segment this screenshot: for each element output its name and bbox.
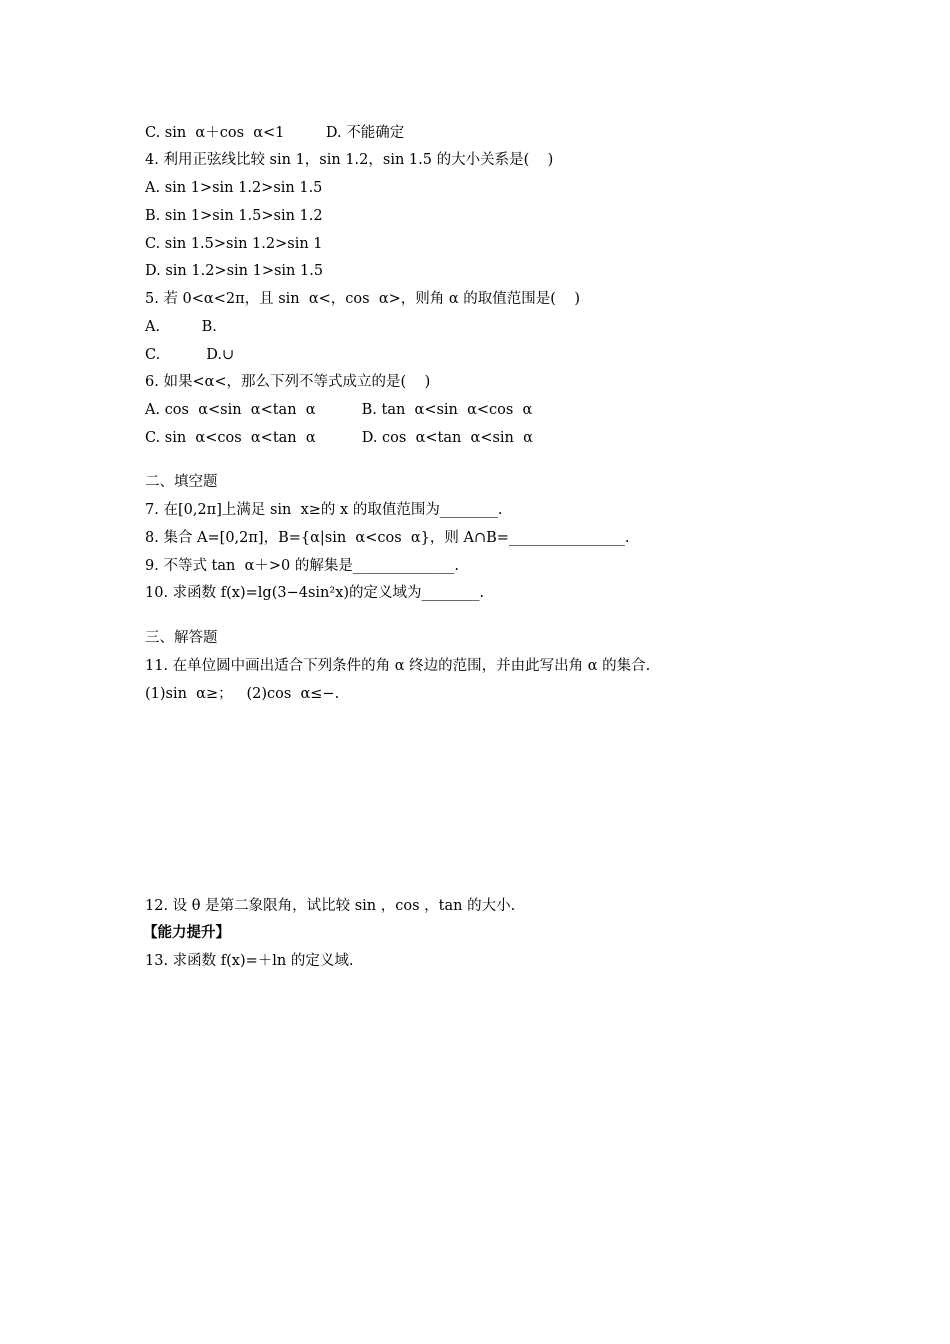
question-5-options-ab: A. B. (145, 319, 217, 335)
section-heading-fill-in: 二、填空题 (145, 474, 218, 490)
question-13: 13. 求函数 f(x)=＋ln 的定义域. (145, 953, 354, 969)
question-5-options-cd: C. D.∪ (145, 347, 235, 363)
question-3-options-cd: C. sin α＋cos α<1 D. 不能确定 (145, 125, 405, 141)
question-8: 8. 集合 A=[0,2π]，B={α|sin α<cos α}，则 A∩B=________________. (145, 530, 630, 546)
question-6-stem: 6. 如果<α<，那么下列不等式成立的是( ) (145, 374, 431, 390)
question-6-options-ab: A. cos α<sin α<tan α B. tan α<sin α<cos α (145, 402, 533, 418)
question-9: 9. 不等式 tan α＋>0 的解集是______________. (145, 558, 459, 574)
question-4-option-b: B. sin 1>sin 1.5>sin 1.2 (145, 208, 323, 224)
question-11-parts: (1)sin α≥； (2)cos α≤−. (145, 686, 340, 702)
question-12: 12. 设 θ 是第二象限角，试比较 sin ，cos ，tan 的大小. (145, 898, 516, 914)
question-6-options-cd: C. sin α<cos α<tan α D. cos α<tan α<sin α (145, 430, 533, 446)
question-4-option-c: C. sin 1.5>sin 1.2>sin 1 (145, 236, 323, 252)
question-11-stem: 11. 在单位圆中画出适合下列条件的角 α 终边的范围，并由此写出角 α 的集合. (145, 658, 651, 674)
question-7: 7. 在[0,2π]上满足 sin x≥的 x 的取值范围为________. (145, 502, 503, 518)
section-heading-ability: 【能力提升】 (143, 925, 230, 941)
question-4-option-d: D. sin 1.2>sin 1>sin 1.5 (145, 263, 324, 279)
section-heading-answer: 三、解答题 (145, 630, 218, 646)
question-5-stem: 5. 若 0<α<2π，且 sin α<，cos α>，则角 α 的取值范围是( ) (145, 291, 581, 307)
question-10: 10. 求函数 f(x)=lg(3−4sin²x)的定义域为________. (145, 585, 485, 601)
question-4-option-a: A. sin 1>sin 1.2>sin 1.5 (145, 180, 323, 196)
question-4-stem: 4. 利用正弦线比较 sin 1，sin 1.2，sin 1.5 的大小关系是( ) (145, 152, 554, 168)
